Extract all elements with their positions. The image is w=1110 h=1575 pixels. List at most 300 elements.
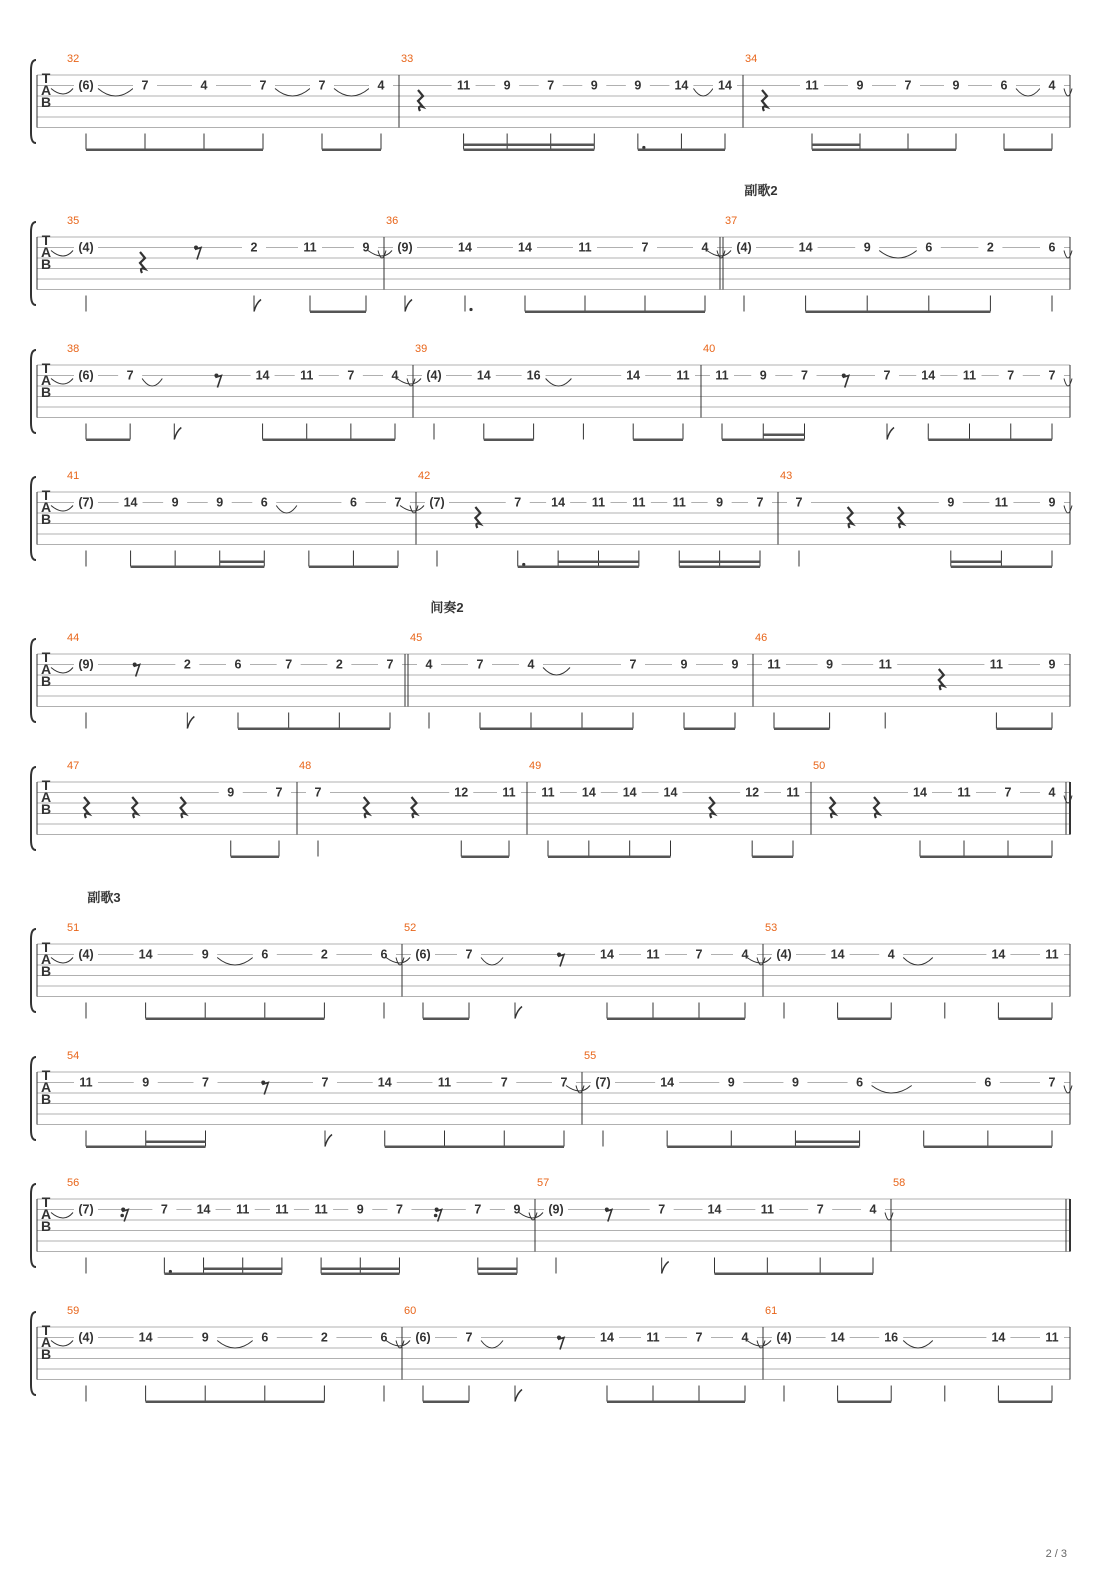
fret-number: 7 [500,1075,508,1090]
measure [755,632,1064,730]
fret-number: 14 [913,785,927,800]
beam [131,566,265,569]
beam [607,1018,745,1021]
measure [813,760,1072,858]
measure [401,53,737,151]
fret-number: 14 [600,1330,614,1345]
measure [893,1177,905,1189]
measure-number: 45 [410,632,423,644]
beam-secondary [243,1268,282,1271]
beam [238,728,390,731]
fret-number: 7 [141,78,149,93]
tab-clef-letter: T [41,1067,51,1083]
fret-number: 6 [1048,240,1056,255]
fret-number: 16 [884,1330,899,1345]
beam [838,1018,892,1021]
fret-number: 14 [991,1330,1006,1345]
tie-arc [51,1213,73,1219]
fret-number: 14 [798,240,813,255]
beam-secondary [551,144,595,147]
measure-number: 60 [404,1305,417,1317]
quarter-rest [830,797,835,818]
tab-clef-letter: B [40,963,52,979]
tie-arc [51,1341,73,1347]
note-flag [325,1135,332,1147]
fret-number: 7 [465,947,473,962]
fret-number: 14 [622,785,637,800]
fret-number: 4 [741,947,749,962]
fret-number: 7 [1007,368,1015,383]
fret-number: 7 [641,240,649,255]
quarter-rest [709,797,714,818]
fret-number: 14 [518,240,532,255]
fret-number: (9) [78,657,94,672]
quarter-rest [848,507,853,528]
fret-number: 11 [646,1330,660,1345]
measure-number: 39 [415,343,428,355]
beam [146,1401,325,1404]
beam [998,1401,1052,1404]
measure-number: 50 [813,760,826,772]
fret-number: 2 [335,657,343,672]
fret-number: 9 [356,1202,364,1217]
fret-number: 2 [250,240,258,255]
sixteenth-rest-dot [120,1214,124,1218]
measure-number: 59 [67,1305,80,1317]
quarter-rest [84,797,89,818]
beam [385,1146,564,1149]
fret-number: 4 [200,78,208,93]
tie-arc [481,1341,503,1349]
fret-number: 9 [503,78,511,93]
tie-arc [481,958,503,966]
beam-secondary [478,1268,517,1271]
beam [461,856,509,859]
beam-secondary [146,1141,206,1144]
measure [707,215,1072,313]
fret-number: 11 [672,495,686,510]
fret-number: (6) [78,368,94,383]
tie-arc [693,89,713,97]
system-brace [31,767,36,850]
fret-number: 11 [578,240,592,255]
fret-number: 14 [626,368,641,383]
beam-secondary [321,1268,360,1271]
measure-number: 34 [745,53,758,65]
fret-number: 7 [695,947,703,962]
measure [400,470,772,568]
measure-number: 47 [67,760,80,772]
measure-number: 56 [67,1177,80,1189]
tie-arc [410,506,418,514]
fret-number: (9) [548,1202,564,1217]
beam [679,566,760,569]
beam-secondary [220,561,265,564]
tab-clef-letter: A [40,82,52,98]
fret-number: 9 [1048,657,1056,672]
fret-number: 9 [731,657,739,672]
fret-number: 6 [234,657,242,672]
fret-number: 7 [347,368,355,383]
system-brace [31,477,36,560]
measure-number: 32 [67,53,80,65]
fret-number: 7 [1004,785,1012,800]
fret-number: 11 [437,1075,452,1090]
tab-clef-letter: A [40,789,52,805]
tab-clef-letter: T [41,649,51,665]
tab-system [31,890,1070,1020]
fret-number: 4 [1048,785,1056,800]
fret-number: 6 [380,947,388,962]
tab-clef-letter: T [41,777,51,793]
measure-number: 58 [893,1177,906,1189]
measure [67,1050,584,1148]
fret-number: 14 [991,947,1006,962]
quarter-rest [364,797,369,818]
beam-secondary [795,1141,859,1144]
fret-number: 7 [275,785,283,800]
tie-arc [717,251,725,259]
tie-arc [1064,89,1072,97]
tab-system [31,1177,1070,1275]
fret-number: 2 [320,1330,328,1345]
quarter-rest [418,90,423,111]
fret-number: 14 [476,368,491,383]
fret-number: 9 [680,657,688,672]
fret-number: 14 [663,785,678,800]
fret-number: 6 [1000,78,1008,93]
beam [667,1146,859,1149]
fret-number: 14 [674,78,689,93]
fret-number: 7 [560,1075,568,1090]
measure [299,760,521,858]
measure [51,343,415,441]
system-brace [31,1312,36,1395]
quarter-rest [898,507,903,528]
measure [67,760,291,858]
fret-number: 2 [183,657,191,672]
fret-number: (7) [78,495,94,510]
fret-number: 7 [883,368,891,383]
section-label: 间奏2 [430,600,464,615]
measure-number: 54 [67,1050,80,1062]
fret-number: 4 [527,657,535,672]
beam-secondary [558,561,598,564]
beam [478,1273,517,1276]
tab-clef-letter: B [40,511,52,527]
measure [368,215,725,313]
rhythm-dot [469,308,472,311]
fret-number: 7 [476,657,484,672]
measure [51,215,386,313]
beam [920,856,1052,859]
quarter-rest [132,797,137,818]
beam [525,311,705,314]
fret-number: 4 [741,1330,749,1345]
fret-number: 7 [126,368,134,383]
tab-clef-letter: A [40,244,52,260]
fret-number: 9 [952,78,960,93]
fret-number: 9 [856,78,864,93]
measure-number: 48 [299,760,312,772]
fret-number: 11 [676,368,690,383]
fret-number: 11 [502,785,516,800]
section-label: 副歌2 [744,183,778,198]
quarter-rest [412,797,417,818]
beam [86,439,130,442]
measure [747,922,1064,1020]
tie-arc [1016,89,1040,97]
beam [924,1146,1052,1149]
fret-number: 11 [632,495,646,510]
fret-number: 7 [395,1202,403,1217]
beam [309,566,398,569]
fret-number: 14 [123,495,138,510]
fret-number: 9 [590,78,598,93]
fret-number: 12 [454,785,469,800]
fret-number: (4) [78,947,94,962]
beam [928,439,1052,442]
fret-number: 7 [514,495,522,510]
fret-number: 11 [715,368,729,383]
note-flag [515,1390,522,1402]
fret-number: 7 [465,1330,473,1345]
system-brace [31,222,36,305]
fret-number: 7 [386,657,394,672]
measure [566,1050,1072,1148]
tie-arc [903,958,933,966]
beam [774,728,830,731]
tie-arc [276,506,297,514]
fret-number: 7 [547,78,555,93]
fret-number: 14 [551,495,566,510]
fret-number: 6 [260,495,268,510]
fret-number: 11 [236,1202,250,1217]
beam [310,311,366,314]
fret-number: 9 [171,495,179,510]
page-number: 2 / 3 [1045,1548,1067,1560]
beam [722,439,805,442]
beam [607,1401,745,1404]
fret-number: 4 [887,947,895,962]
section-label: 副歌3 [87,890,121,905]
tie-arc [1064,506,1072,514]
fret-number: 7 [202,1075,209,1090]
beam [951,566,1052,569]
fret-number: 14 [255,368,270,383]
fret-number: 9 [216,495,224,510]
beam [638,149,725,152]
tab-clef-letter: A [40,499,52,515]
fret-number: 14 [600,947,614,962]
tab-clef-letter: T [41,487,51,503]
fret-number: 14 [830,947,845,962]
tie-arc [757,958,765,966]
fret-number: 14 [718,78,732,93]
fret-number: 7 [314,785,322,800]
tab-clef-letter: B [40,94,52,110]
tab-clef-letter: A [40,661,52,677]
fret-number: 7 [259,78,267,93]
tab-clef-letter: B [40,1218,52,1234]
fret-number: 7 [816,1202,824,1217]
tab-system [31,470,1072,568]
quarter-rest [140,252,145,273]
fret-number: 11 [989,657,1004,672]
tie-arc [51,668,73,674]
tie-arc [1064,1086,1072,1094]
fret-number: 9 [1048,495,1056,510]
fret-number: 9 [513,1202,521,1217]
tie-arc [51,379,73,385]
measure-number: 36 [386,215,399,227]
beam-secondary [763,434,804,437]
measure-number: 46 [755,632,768,644]
fret-number: 14 [581,785,596,800]
fret-number: 16 [526,368,541,383]
fret-number: 14 [660,1075,675,1090]
beam-secondary [720,561,760,564]
fret-number: 11 [786,785,800,800]
beam-secondary [204,1268,243,1271]
measure [410,632,747,730]
measure [529,760,805,858]
beam [464,149,595,152]
beam [423,1018,469,1021]
fret-number: 4 [869,1202,877,1217]
system-brace [31,929,36,1012]
fret-number: 11 [646,947,660,962]
note-flag [187,717,194,729]
sixteenth-rest-dot [434,1214,438,1218]
beam [321,1273,399,1276]
quarter-rest [181,797,186,818]
tab-clef-letter: B [40,384,52,400]
tie-arc [546,379,572,387]
beam [263,439,395,442]
system-brace [31,639,36,722]
fret-number: 11 [957,785,971,800]
fret-number: 9 [826,657,834,672]
measure-number: 61 [765,1305,778,1317]
tie-arc [51,958,73,964]
tie-arc [378,251,386,259]
fret-number: 9 [201,1330,209,1345]
fret-number: 9 [227,785,235,800]
quarter-rest [874,797,879,818]
measure [703,343,1072,441]
fret-number: 7 [285,657,293,672]
tab-clef-letter: A [40,1334,52,1350]
tie-arc [879,251,917,259]
quarter-rest [939,669,944,690]
note-flag [887,428,894,440]
measure-number: 51 [67,922,80,934]
fret-number: 11 [878,657,892,672]
tab-clef-letter: T [41,70,51,86]
fret-number: 7 [658,1202,666,1217]
fret-number: (7) [78,1202,94,1217]
tab-clef-letter: B [40,256,52,272]
measure [51,53,393,151]
fret-number: 11 [456,78,471,93]
fret-number: 9 [634,78,642,93]
fret-number: 11 [760,1202,774,1217]
fret-number: (4) [78,240,94,255]
measure [519,1177,893,1275]
quarter-rest [475,507,480,528]
tie-arc [1064,379,1072,387]
fret-number: 14 [138,947,153,962]
measure-number: 41 [67,470,80,482]
fret-number: 14 [196,1202,211,1217]
fret-number: 6 [261,947,269,962]
tie-arc [51,251,73,257]
measure-number: 35 [67,215,80,227]
fret-number: (7) [429,495,445,510]
beam-secondary [951,561,1002,564]
measure [51,922,404,1020]
beam [322,149,381,152]
beam-secondary [679,561,719,564]
tie-arc [1064,251,1072,259]
beam [752,856,793,859]
fret-number: 7 [629,657,637,672]
fret-number: 2 [320,947,328,962]
measure-number: 49 [529,760,542,772]
fret-number: 6 [925,240,933,255]
measure [51,1177,537,1275]
tie-arc [872,1086,912,1094]
note-flag [515,1007,522,1019]
beam [423,1401,469,1404]
measure-number: 37 [725,215,738,227]
tab-clef-letter: T [41,939,51,955]
tab-clef-letter: T [41,1194,51,1210]
measure [51,1305,404,1403]
beam-secondary [360,1268,399,1271]
beam [518,566,639,569]
tab-clef-letter: B [40,1346,52,1362]
tab-clef-letter: A [40,1079,52,1095]
note-flag [254,300,261,312]
fret-number: 14 [138,1330,153,1345]
fret-number: 7 [1048,368,1056,383]
fret-number: 11 [591,495,606,510]
fret-number: 6 [349,495,357,510]
tie-arc [407,379,415,387]
fret-number: 11 [805,78,819,93]
beam-secondary [464,144,508,147]
tie-arc [217,958,253,966]
tie-arc [51,89,73,95]
fret-number: 9 [142,1075,150,1090]
tab-clef-letter: B [40,673,52,689]
fret-number: 2 [986,240,994,255]
fret-number: 11 [962,368,977,383]
beam [86,149,263,152]
tab-clef-letter: T [41,1322,51,1338]
fret-number: 11 [79,1075,93,1090]
fret-number: 4 [425,657,433,672]
beam [684,728,735,731]
fret-number: 11 [1045,1330,1059,1345]
system-brace [31,1057,36,1140]
fret-number: 7 [474,1202,482,1217]
beam [715,1273,874,1276]
measure-number: 40 [703,343,716,355]
fret-number: 11 [300,368,314,383]
